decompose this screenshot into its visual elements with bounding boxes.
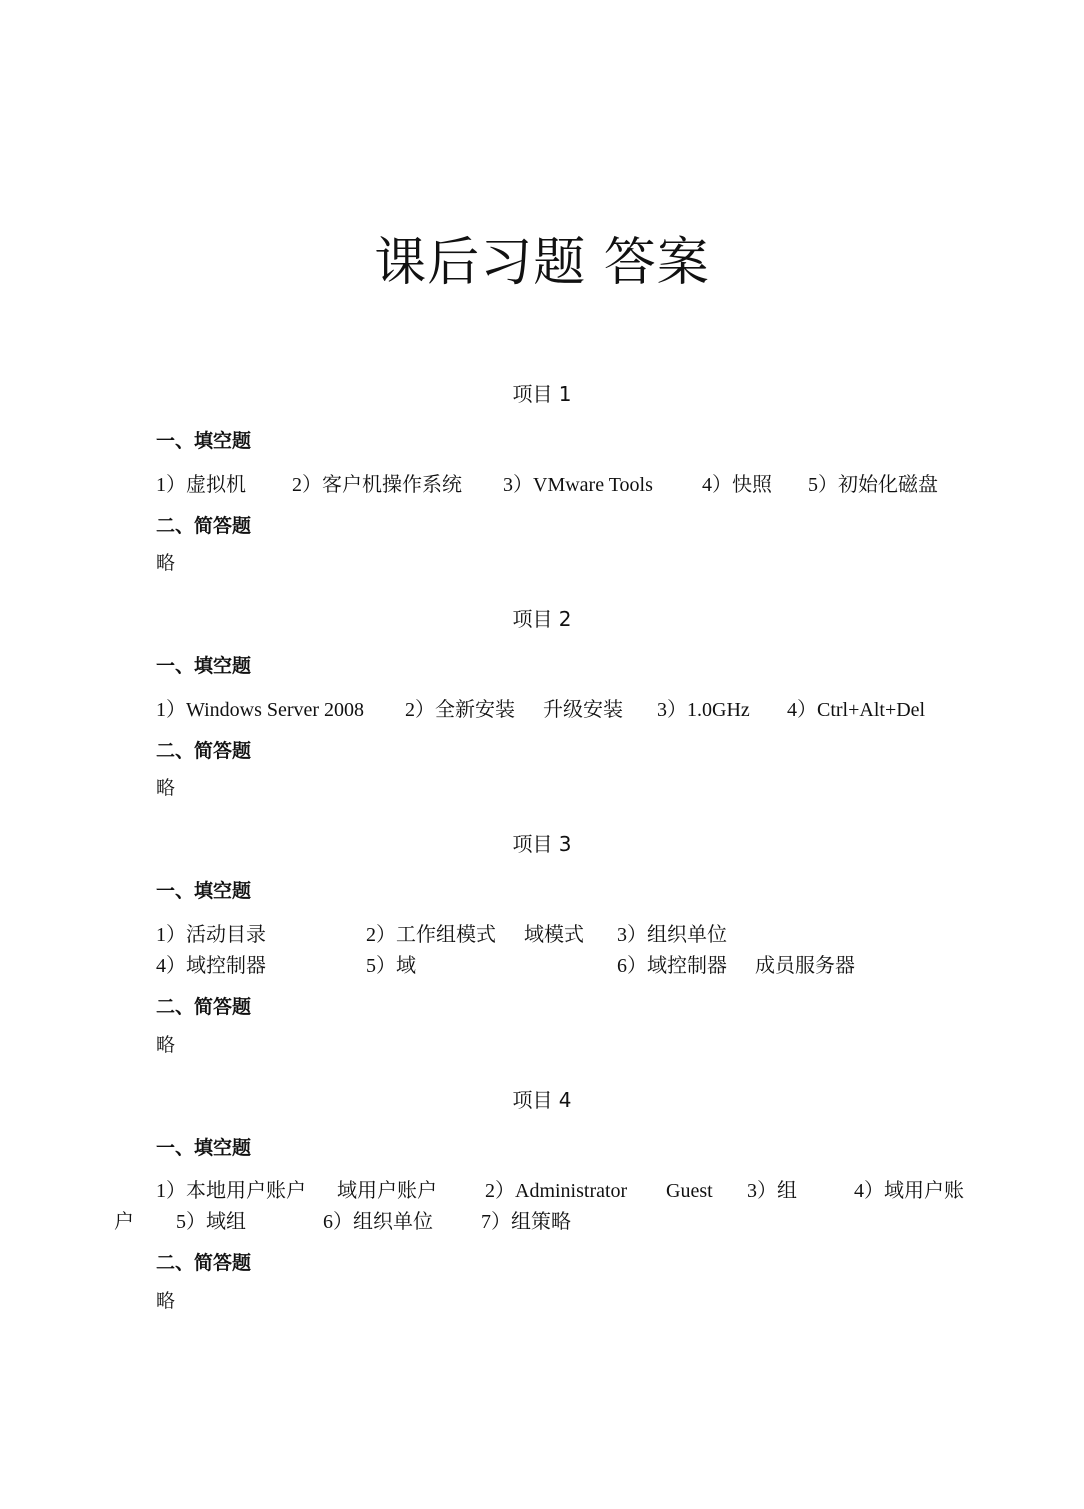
answer-item: 域模式 [524,924,584,946]
answer-line [0,698,1084,724]
answer-item: 3）组织单位 [617,924,727,946]
answer-item: 3）VMware Tools [503,474,653,496]
project-heading: 项目 4 [512,1088,572,1112]
project-heading: 项目 2 [512,607,572,631]
short-answer-text: 略 [156,1034,176,1056]
fill-blank-heading: 一、填空题 [156,880,252,902]
answer-item: 升级安装 [543,699,623,721]
fill-blank-heading: 一、填空题 [156,655,252,677]
answer-item: 6）域控制器 [617,955,727,977]
answer-item: 户 [114,1211,134,1233]
project-heading: 项目 1 [512,382,572,406]
answer-item: 3）组 [747,1180,797,1202]
answer-item: 4）域控制器 [156,955,266,977]
answer-item: 2）全新安装 [405,699,515,721]
answer-item: 5）域组 [176,1211,246,1233]
answer-item: 1）活动目录 [156,924,266,946]
answer-item: 2）Administrator [485,1180,628,1202]
short-answer-text: 略 [156,777,176,799]
project-heading: 项目 3 [512,832,572,856]
answer-line [0,473,1084,499]
answer-item: 4）Ctrl+Alt+Del [787,699,926,721]
answer-item: 2）工作组模式 [366,924,496,946]
answer-item: 1）虚拟机 [156,474,246,496]
answer-item: 5）初始化磁盘 [808,474,938,496]
short-answer-heading: 二、简答题 [156,996,252,1018]
fill-blank-heading: 一、填空题 [156,430,252,452]
answer-item: 5）域 [366,955,416,977]
answer-item: 4）域用户账 [854,1180,964,1202]
answer-line [0,1210,1084,1236]
short-answer-text: 略 [156,1290,176,1312]
answer-item: 成员服务器 [755,955,855,977]
answer-item: 3）1.0GHz [657,699,750,721]
answer-item: 6）组织单位 [323,1211,433,1233]
answer-item: Guest [666,1180,713,1202]
answer-line [0,923,1084,949]
answer-item: 1）Windows Server 2008 [156,699,365,721]
answer-item: 1）本地用户账户 [156,1180,306,1202]
answer-item: 域用户账户 [337,1180,437,1202]
answer-line [0,1179,1084,1205]
short-answer-heading: 二、简答题 [156,515,252,537]
short-answer-text: 略 [156,552,176,574]
answer-item: 2）客户机操作系统 [292,474,462,496]
document-title: 课后习题 答案 [374,233,710,293]
answer-item: 4）快照 [702,474,772,496]
short-answer-heading: 二、简答题 [156,1252,252,1274]
fill-blank-heading: 一、填空题 [156,1137,252,1159]
answer-line [0,954,1084,980]
answer-item: 7）组策略 [481,1211,571,1233]
short-answer-heading: 二、简答题 [156,740,252,762]
